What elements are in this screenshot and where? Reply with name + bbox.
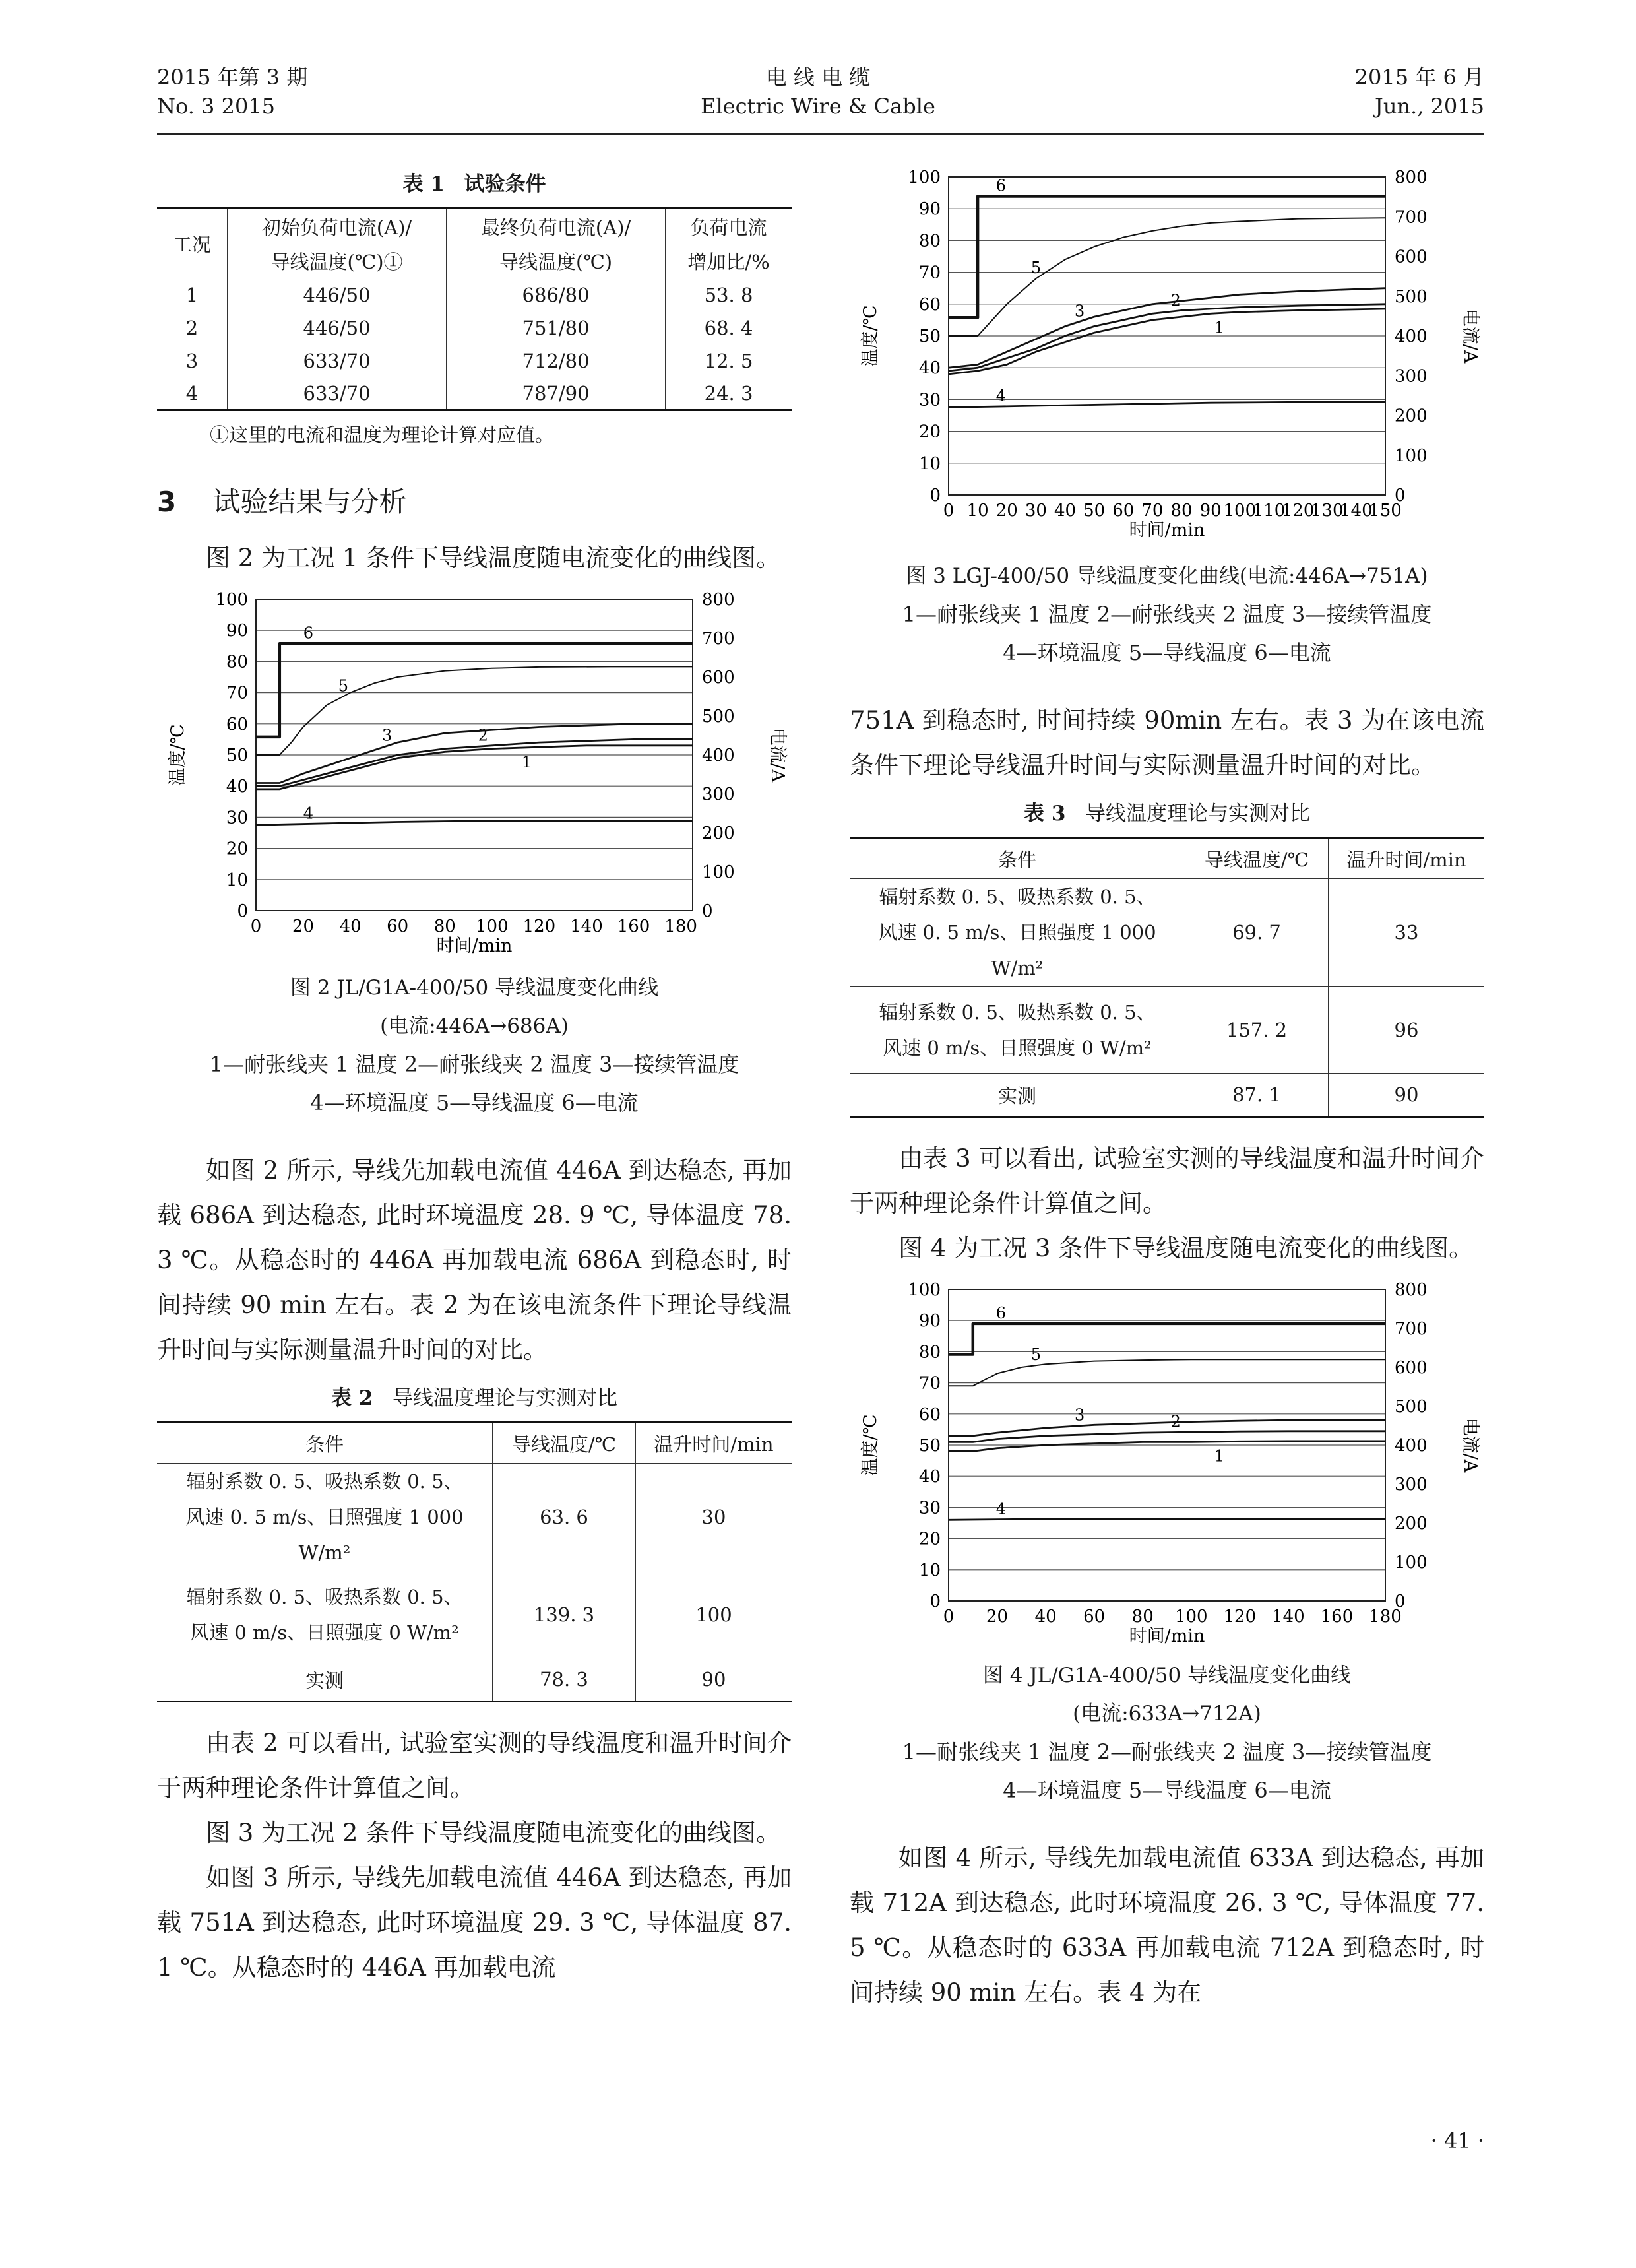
y-tick-label: 30 (918, 1498, 941, 1518)
section-title: 试验结果与分析 (212, 486, 407, 518)
y2-tick-label: 500 (702, 707, 735, 727)
issue-cn: 2015 年第 3 期 (157, 65, 308, 90)
x-axis-label: 时间/min (1129, 1626, 1205, 1646)
y-tick-label: 40 (918, 358, 941, 379)
paragraph: 由表 3 可以看出, 试验室实测的导线温度和温升时间介于两种理论条件计算值之间。 (850, 1144, 1484, 1217)
series-4-line (256, 821, 693, 826)
x-tick-label: 70 (1141, 501, 1164, 521)
y2-tick-label: 500 (1395, 286, 1428, 307)
y-tick-label: 20 (918, 422, 941, 442)
y-tick-label: 80 (918, 231, 941, 251)
cell: 633/70 (228, 377, 447, 410)
x-axis-label: 时间/min (436, 936, 513, 956)
y-tick-label: 100 (215, 590, 248, 610)
journal-name-cn: 电 线 电 缆 (765, 65, 871, 90)
x-tick-label: 100 (476, 917, 509, 936)
paragraph: 如图 4 所示, 导线先加载电流值 633A 到达稳态, 再加载 712A 到达稳态, 此时环境温度 26. 3 ℃, 导体温度 77. 5 ℃。从稳态时的 633A 再加载电流 712A 到稳态时, 时间持续 90 min 左右。表 4 为在 (850, 1844, 1484, 2007)
series-1-line (949, 309, 1385, 374)
journal-name (686, 63, 950, 121)
y-tick-label: 70 (918, 263, 941, 283)
y2-tick-label: 100 (1395, 1553, 1428, 1572)
x-tick-label: 90 (1199, 501, 1222, 521)
table-row (850, 879, 1484, 987)
series-4-line (949, 402, 1385, 408)
y-tick-label: 50 (918, 327, 941, 346)
series-6-label: 6 (303, 624, 314, 643)
x-tick-label: 20 (995, 501, 1018, 521)
y2-axis-label: 电流/A (1460, 308, 1480, 364)
y-tick-label: 90 (918, 1311, 941, 1332)
y2-tick-label: 600 (1395, 247, 1428, 267)
series-6-line (949, 1324, 1385, 1355)
paragraph: 如图 3 所示, 导线先加载电流值 446A 到达稳态, 再加载 751A 到达稳态, 此时环境温度 29. 3 ℃, 导体温度 87. 1 ℃。从稳态时的 446A 再加载电流 (157, 1863, 792, 1982)
fig4-caption-2: (电流:633A→712A) (1073, 1702, 1261, 1726)
table-row (157, 377, 792, 410)
table1-h-final-b: 导线温度(℃) (447, 243, 666, 278)
x-tick-label: 180 (1369, 1607, 1402, 1627)
x-axis-label: 时间/min (1129, 520, 1205, 540)
table-row (157, 1571, 792, 1658)
figure-4 (850, 1278, 1484, 1647)
y-tick-label: 100 (908, 1280, 941, 1300)
x-tick-label: 60 (1083, 1607, 1106, 1627)
x-tick-label: 120 (1223, 1607, 1257, 1627)
x-tick-label: 0 (943, 1607, 955, 1627)
fig2-caption-2: (电流:446A→686A) (380, 1014, 569, 1038)
table-row (157, 344, 792, 377)
cell-line: 辐射系数 0. 5、吸热系数 0. 5、 (879, 1000, 1156, 1023)
y-tick-label: 60 (918, 1404, 941, 1425)
fig2-chart (157, 587, 792, 957)
y-tick-label: 70 (226, 683, 248, 703)
page-number: · 41 · (1430, 2128, 1484, 2153)
x-tick-label: 40 (339, 917, 362, 936)
cell: 实测 (157, 1658, 493, 1702)
y2-tick-label: 800 (1395, 1280, 1428, 1300)
cell: 633/70 (228, 344, 447, 377)
cell-line: 风速 0 m/s、日照强度 0 W/m² (190, 1621, 459, 1644)
cell: 12. 5 (666, 344, 792, 377)
cell: 63. 6 (493, 1464, 636, 1571)
y2-tick-label: 300 (702, 785, 735, 804)
x-tick-label: 20 (986, 1607, 1009, 1627)
cell-line: 辐射系数 0. 5、吸热系数 0. 5、 (186, 1470, 463, 1493)
cell: 100 (636, 1571, 792, 1658)
series-1-label: 1 (1214, 1446, 1225, 1466)
table3-h-time: 温升时间/min (1329, 838, 1485, 879)
series-5-label: 5 (338, 676, 349, 696)
y2-tick-label: 100 (1395, 445, 1428, 466)
y-tick-label: 70 (918, 1373, 941, 1394)
y2-tick-label: 100 (702, 862, 735, 882)
y-tick-label: 10 (918, 1560, 941, 1580)
series-1-line (949, 1441, 1385, 1452)
cell-line: 辐射系数 0. 5、吸热系数 0. 5、 (186, 1585, 463, 1608)
table1-title: 试验条件 (464, 172, 546, 196)
right-column (850, 165, 1484, 2015)
fig3-caption: 图 3 LGJ-400/50 导线温度变化曲线(电流:446A→751A) (906, 564, 1428, 588)
x-tick-label: 60 (1112, 501, 1135, 521)
cell: 712/80 (447, 344, 666, 377)
cell-line: 风速 0. 5 m/s、日照强度 1 000 W/m² (878, 921, 1156, 979)
table3-h-condition: 条件 (850, 838, 1185, 879)
x-tick-label: 40 (1054, 501, 1077, 521)
cell (157, 1464, 493, 1571)
table-row (157, 1658, 792, 1702)
x-tick-label: 0 (250, 917, 262, 936)
x-tick-label: 160 (1320, 1607, 1354, 1627)
header-rule (157, 133, 1484, 135)
y2-axis-label: 电流/A (1460, 1417, 1480, 1473)
x-tick-label: 60 (387, 917, 409, 936)
fig2-legend-2: 4—环境温度 5—导线温度 6—电流 (310, 1090, 639, 1115)
series-3-label: 3 (1074, 302, 1085, 321)
series-6-label: 6 (995, 176, 1007, 195)
cell: 33 (1329, 879, 1485, 987)
x-tick-label: 80 (1131, 1607, 1154, 1627)
cell (157, 1571, 493, 1658)
table2-h-time: 温升时间/min (636, 1423, 792, 1464)
series-6-line (256, 643, 693, 737)
y2-tick-label: 0 (1395, 486, 1406, 505)
x-tick-label: 130 (1310, 501, 1344, 521)
series-5-label: 5 (1030, 1345, 1042, 1365)
cell: 53. 8 (666, 278, 792, 311)
y-tick-label: 20 (226, 839, 248, 859)
table1-h-ratio-a: 负荷电流 (666, 209, 792, 244)
x-tick-label: 150 (1369, 501, 1402, 521)
section-number: 3 (157, 486, 177, 518)
series-2-label: 2 (1170, 1412, 1181, 1431)
cell: 69. 7 (1185, 879, 1329, 987)
paragraph: 图 3 为工况 2 条件下导线温度随电流变化的曲线图。 (206, 1819, 781, 1847)
fig4-legend-2: 4—环境温度 5—导线温度 6—电流 (1003, 1778, 1331, 1803)
date-en: Jun., 2015 (1375, 94, 1484, 119)
series-4-label: 4 (995, 1499, 1007, 1518)
cell: 90 (1329, 1074, 1485, 1117)
y-tick-label: 40 (918, 1467, 941, 1487)
y-tick-label: 60 (226, 714, 248, 734)
date-cn: 2015 年 6 月 (1354, 65, 1484, 90)
x-tick-label: 40 (1034, 1607, 1057, 1627)
series-5-line (256, 666, 693, 755)
figure-3 (850, 165, 1484, 541)
y-tick-label: 90 (918, 199, 941, 220)
cell: 96 (1329, 987, 1485, 1074)
fig4-chart (850, 1278, 1484, 1647)
y-tick-label: 50 (226, 746, 248, 765)
table1-h-case: 工况 (157, 209, 228, 278)
x-tick-label: 140 (570, 917, 603, 936)
y-tick-label: 30 (226, 808, 248, 828)
cell (850, 879, 1185, 987)
x-tick-label: 100 (1223, 501, 1257, 521)
cell: 3 (157, 344, 228, 377)
x-tick-label: 0 (943, 501, 955, 521)
x-tick-label: 20 (292, 917, 315, 936)
table-row (157, 1464, 792, 1571)
table-row (850, 1074, 1484, 1117)
y-tick-label: 0 (929, 1592, 941, 1611)
y-tick-label: 90 (226, 621, 248, 641)
table-row (850, 987, 1484, 1074)
cell: 30 (636, 1464, 792, 1571)
cell: 139. 3 (493, 1571, 636, 1658)
series-3-label: 3 (381, 726, 393, 745)
journal-name-en: Electric Wire & Cable (701, 94, 935, 119)
y2-tick-label: 300 (1395, 1475, 1428, 1495)
y2-tick-label: 600 (702, 668, 735, 688)
cell: 4 (157, 377, 228, 410)
y2-tick-label: 800 (1395, 168, 1428, 187)
x-tick-label: 30 (1024, 501, 1047, 521)
cell: 446/50 (228, 278, 447, 311)
paragraph: 如图 2 所示, 导线先加载电流值 446A 到达稳态, 再加载 686A 到达稳态, 此时环境温度 28. 9 ℃, 导体温度 78. 3 ℃。从稳态时的 446A 再加载电流 686A 到稳态时, 时间持续 90 min 左右。表 2 为在该电流条件下理论导线温升时间与实际测量温升时间的对比。 (157, 1156, 792, 1364)
cell: 90 (636, 1658, 792, 1702)
table3-title: 导线温度理论与实测对比 (1085, 802, 1310, 826)
x-tick-label: 80 (433, 917, 456, 936)
series-5-line (949, 1359, 1385, 1386)
table1 (157, 207, 792, 411)
x-tick-label: 80 (1170, 501, 1193, 521)
y-tick-label: 10 (918, 453, 941, 474)
x-tick-label: 50 (1083, 501, 1106, 521)
y2-tick-label: 400 (702, 746, 735, 765)
cell-line: 风速 0. 5 m/s、日照强度 1 000 W/m² (185, 1506, 464, 1564)
series-3-label: 3 (1074, 1406, 1085, 1425)
series-1-label: 1 (521, 752, 532, 771)
cell: 157. 2 (1185, 987, 1329, 1074)
x-tick-label: 120 (1281, 501, 1315, 521)
series-1-label: 1 (1214, 318, 1225, 337)
y-tick-label: 80 (226, 652, 248, 672)
series-2-label: 2 (1170, 291, 1181, 310)
x-tick-label: 160 (617, 917, 650, 936)
y2-tick-label: 400 (1395, 1436, 1428, 1456)
y-axis-label: 温度/℃ (860, 305, 881, 367)
cell: 2 (157, 311, 228, 344)
y2-tick-label: 600 (1395, 1358, 1428, 1378)
table2-title: 导线温度理论与实测对比 (392, 1386, 617, 1410)
table1-h-initial-b: 导线温度(℃)① (228, 243, 447, 278)
cell: 68. 4 (666, 311, 792, 344)
series-3-line (949, 1420, 1385, 1436)
y-tick-label: 10 (226, 870, 248, 890)
y-tick-label: 40 (226, 777, 248, 797)
y-tick-label: 30 (918, 390, 941, 410)
table1-h-final-a: 最终负荷电流(A)/ (447, 209, 666, 244)
y2-tick-label: 200 (1395, 1514, 1428, 1534)
cell: 实测 (850, 1074, 1185, 1117)
cell: 446/50 (228, 311, 447, 344)
fig3-legend-1: 1—耐张线夹 1 温度 2—耐张线夹 2 温度 3—接续管温度 (902, 602, 1432, 627)
y2-tick-label: 300 (1395, 366, 1428, 387)
fig2-legend-1: 1—耐张线夹 1 温度 2—耐张线夹 2 温度 3—接续管温度 (209, 1052, 739, 1077)
y2-tick-label: 700 (1395, 1319, 1428, 1339)
y-tick-label: 50 (918, 1436, 941, 1456)
fig4-caption: 图 4 JL/G1A-400/50 导线温度变化曲线 (982, 1664, 1352, 1687)
y2-tick-label: 400 (1395, 327, 1428, 346)
paragraph: 751A 到稳态时, 时间持续 90min 左右。表 3 为在该电流条件下理论导线温升时间与实际测量温升时间的对比。 (850, 706, 1484, 779)
y-tick-label: 100 (908, 168, 941, 187)
table3-number: 表 3 (1024, 802, 1066, 826)
series-2-label: 2 (478, 726, 488, 745)
paragraph: 由表 2 可以看出, 试验室实测的导线温度和温升时间介于两种理论条件计算值之间。 (157, 1729, 792, 1802)
x-tick-label: 140 (1272, 1607, 1305, 1627)
y-tick-label: 60 (918, 294, 941, 315)
table-row (157, 278, 792, 311)
series-4-label: 4 (303, 804, 314, 823)
cell: 686/80 (447, 278, 666, 311)
cell: 1 (157, 278, 228, 311)
journal-date (1355, 63, 1484, 121)
x-tick-label: 10 (966, 501, 989, 521)
y2-tick-label: 700 (1395, 207, 1428, 228)
cell-line: 风速 0 m/s、日照强度 0 W/m² (883, 1036, 1152, 1059)
cell-line: 辐射系数 0. 5、吸热系数 0. 5、 (879, 886, 1156, 908)
fig3-legend-2: 4—环境温度 5—导线温度 6—电流 (1003, 640, 1331, 665)
x-tick-label: 140 (1340, 501, 1373, 521)
y2-tick-label: 200 (1395, 406, 1428, 426)
y-tick-label: 0 (237, 901, 248, 921)
y2-tick-label: 200 (702, 824, 735, 843)
y2-tick-label: 0 (702, 901, 713, 921)
table2 (157, 1421, 792, 1702)
table1-h-ratio-b: 增加比/% (666, 243, 792, 278)
figure-2 (157, 587, 792, 957)
table1-caption (157, 165, 792, 203)
table2-caption (157, 1379, 792, 1417)
x-tick-label: 120 (522, 917, 556, 936)
series-5-label: 5 (1030, 259, 1042, 278)
table-row (157, 311, 792, 344)
journal-issue (157, 63, 307, 121)
paragraph: 图 2 为工况 1 条件下导线温度随电流变化的曲线图。 (206, 544, 781, 572)
y-tick-label: 80 (918, 1342, 941, 1363)
x-tick-label: 100 (1174, 1607, 1208, 1627)
table2-h-temp: 导线温度/℃ (493, 1423, 636, 1464)
table1-number: 表 1 (402, 172, 445, 196)
table2-number: 表 2 (331, 1386, 373, 1410)
y-tick-label: 20 (918, 1529, 941, 1549)
y-tick-label: 0 (929, 486, 941, 505)
y-axis-label: 温度/℃ (860, 1414, 881, 1476)
table3-h-temp: 导线温度/℃ (1185, 838, 1329, 879)
table1-note: ①这里的电流和温度为理论计算对应值。 (210, 424, 555, 446)
table2-h-condition: 条件 (157, 1423, 493, 1464)
fig4-legend-1: 1—耐张线夹 1 温度 2—耐张线夹 2 温度 3—接续管温度 (902, 1739, 1432, 1765)
y2-tick-label: 700 (702, 629, 735, 649)
y2-tick-label: 500 (1395, 1397, 1428, 1417)
cell: 751/80 (447, 311, 666, 344)
table3 (850, 837, 1484, 1118)
x-tick-label: 180 (664, 917, 697, 936)
cell: 78. 3 (493, 1658, 636, 1702)
y2-axis-label: 电流/A (767, 727, 788, 783)
y2-tick-label: 800 (702, 590, 735, 610)
fig2-caption: 图 2 JL/G1A-400/50 导线温度变化曲线 (290, 976, 659, 1000)
y-axis-label: 温度/℃ (168, 724, 188, 786)
section-heading (157, 480, 792, 527)
left-column (157, 165, 792, 1990)
series-4-label: 4 (995, 387, 1007, 406)
cell: 24. 3 (666, 377, 792, 410)
table3-caption (850, 794, 1484, 833)
fig3-chart (850, 165, 1484, 541)
series-6-line (949, 197, 1385, 321)
cell: 87. 1 (1185, 1074, 1329, 1117)
issue-en: No. 3 2015 (157, 94, 276, 119)
paragraph: 图 4 为工况 3 条件下导线温度随电流变化的曲线图。 (898, 1234, 1474, 1262)
series-6-label: 6 (995, 1303, 1007, 1322)
series-4-line (949, 1519, 1385, 1520)
cell: 787/90 (447, 377, 666, 410)
cell (850, 987, 1185, 1074)
x-tick-label: 110 (1252, 501, 1286, 521)
table1-h-initial-a: 初始负荷电流(A)/ (228, 209, 447, 244)
y2-tick-label: 0 (1395, 1592, 1406, 1611)
